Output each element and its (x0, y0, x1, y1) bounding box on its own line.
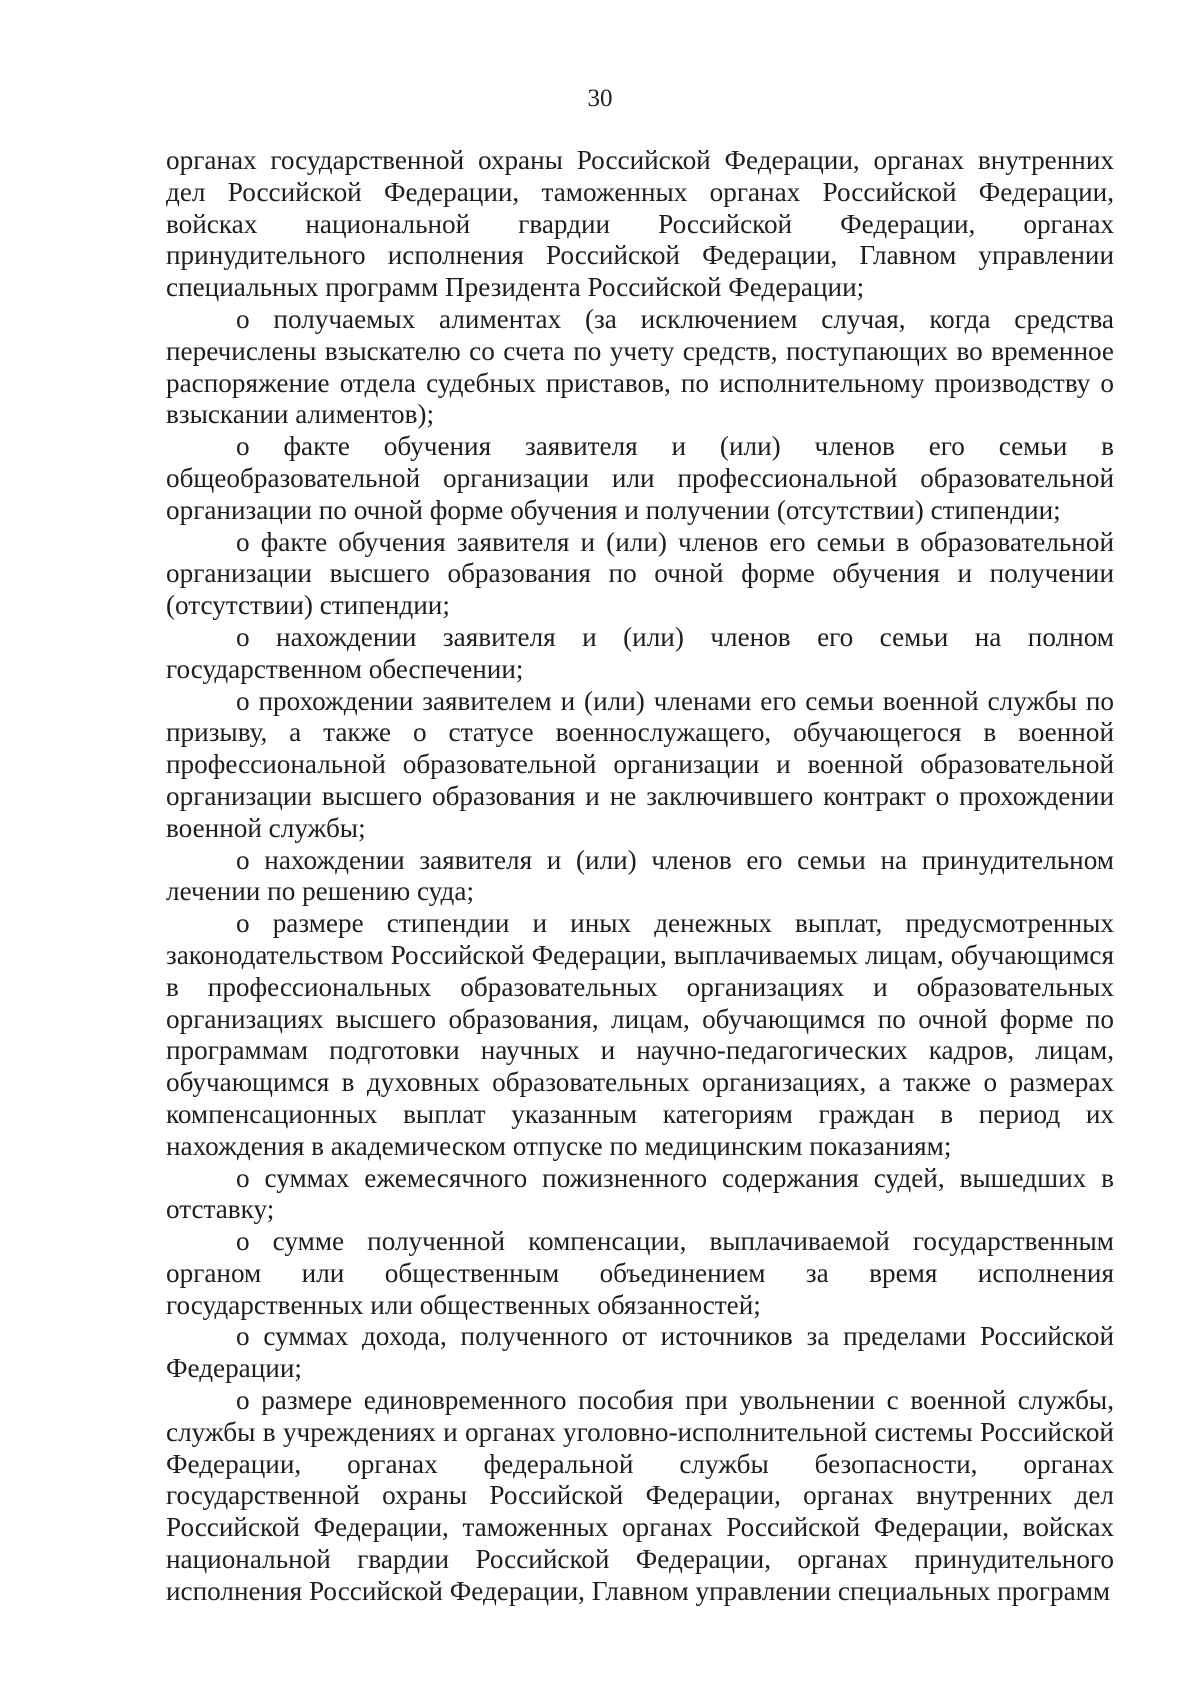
paragraph-continuation: органах государственной охраны Российской Федерации, органах внутренних дел Российской Федерации, таможенных органах Российской Федерации, войсках национальной гвардии Российской Федерации, органах принудительного исполнения Российской Федерации, Главном управлении специальных программ Президента Российской Федерации; (166, 145, 1114, 303)
paragraph-judges-allowance: о суммах ежемесячного пожизненного содержания судей, вышедших в отставку; (166, 1162, 1114, 1225)
paragraph-higher-education: о факте обучения заявителя и (или) членов его семьи в образовательной организации высшего образования по очной форме обучения и получении (отсутствии) стипендии; (166, 526, 1114, 621)
paragraph-general-education: о факте обучения заявителя и (или) членов его семьи в общеобразовательной организации или профессиональной образовательной организации по очной форме обучения и получении (отсутствии) стипендии; (166, 431, 1114, 525)
paragraph-compensation: о сумме полученной компенсации, выплачиваемой государственным органом или общественным объединением за время исполнения государственных или общественных обязанностей; (166, 1226, 1114, 1320)
paragraph-alimony: о получаемых алиментах (за исключением случая, когда средства перечислены взыскателю со счета по учету средств, поступающих во временное распоряжение отдела судебных приставов, по исполнительному производству о взыскании алиментов); (166, 303, 1114, 430)
paragraph-compulsory-treatment: о нахождении заявителя и (или) членов его семьи на принудительном лечении по решению суда; (166, 844, 1114, 907)
paragraph-military-service: о прохождении заявителем и (или) членами его семьи военной службы по призыву, а также о статусе военнослужащего, обучающегося в военной профессиональной образовательной организации и военной образовательной организации высшего образования и не заключившего контракт о прохождении военной службы; (166, 685, 1114, 843)
paragraph-scholarship: о размере стипендии и иных денежных выплат, предусмотренных законодательством Российской Федерации, выплачиваемых лицам, обучающимся в профессиональных образовательных организациях и образовательных организациях высшего образования, лицам, обучающимся по очной форме по программам подготовки научных и научно-педагогических кадров, лицам, обучающимся в духовных образовательных организациях, а также о размерах компенсационных выплат указанным категориям граждан в период их нахождения в академическом отпуске по медицинским показаниям; (166, 908, 1114, 1161)
paragraph-state-support: о нахождении заявителя и (или) членов его семьи на полном государственном обеспечении; (166, 621, 1114, 684)
paragraph-foreign-income: о суммах дохода, полученного от источников за пределами Российской Федерации; (166, 1321, 1114, 1384)
paragraph-severance-benefit: о размере единовременного пособия при увольнении с военной службы, службы в учреждениях и органах уголовно-исполнительной системы Российской Федерации, органах федеральной службы безопасности, органах государственной охраны Российской Федерации, органах внутренних дел Российской Федерации, таможенных органах Российской Федерации, войсках национальной гвардии Российской Федерации, органах принудительного исполнения Российской Федерации, Главном управлении специальных программ (166, 1385, 1114, 1606)
document-body (166, 145, 1114, 1608)
page-number: 30 (587, 85, 613, 112)
